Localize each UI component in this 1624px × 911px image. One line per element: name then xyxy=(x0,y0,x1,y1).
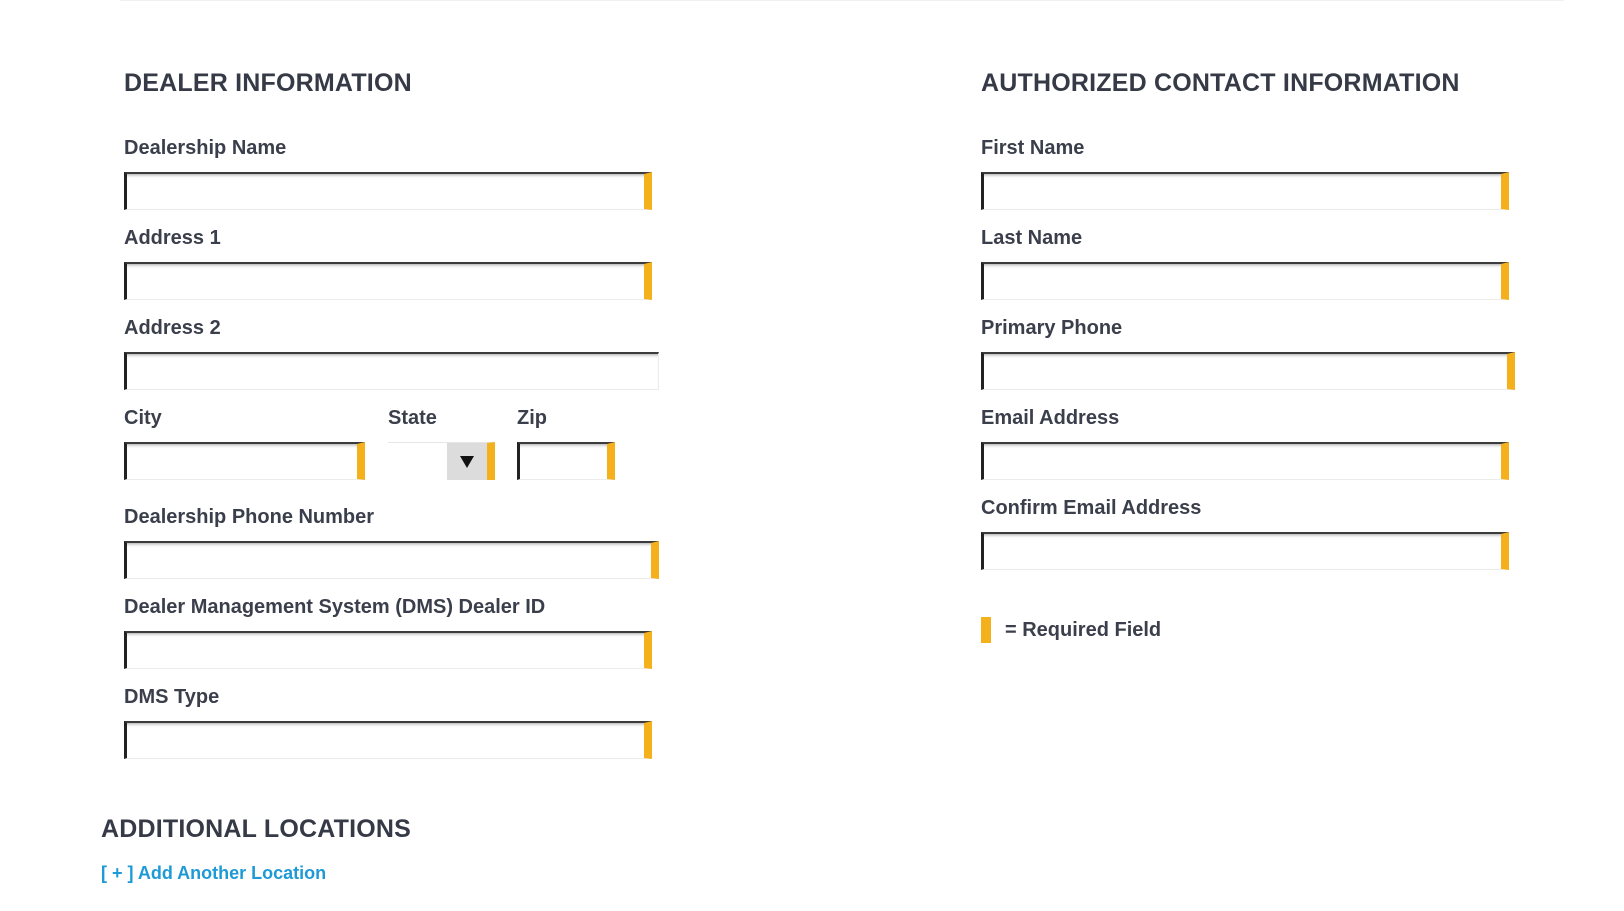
state-select[interactable] xyxy=(388,442,495,480)
email-input[interactable] xyxy=(981,442,1509,480)
state-dropdown-button[interactable] xyxy=(447,443,487,480)
dealership-name-input[interactable] xyxy=(124,172,652,210)
dms-type-input[interactable] xyxy=(124,721,652,759)
last-name-input[interactable] xyxy=(981,262,1509,300)
required-field-legend: = Required Field xyxy=(1005,619,1162,641)
dms-dealer-id-label: Dealer Management System (DMS) Dealer ID xyxy=(124,596,546,618)
address2-label: Address 2 xyxy=(124,317,221,339)
top-divider xyxy=(120,0,1564,1)
confirm-email-input[interactable] xyxy=(981,532,1509,570)
first-name-input[interactable] xyxy=(981,172,1509,210)
required-field-swatch xyxy=(981,617,991,643)
zip-label: Zip xyxy=(517,407,547,429)
dms-type-label: DMS Type xyxy=(124,686,220,708)
city-label: City xyxy=(124,407,162,429)
dealership-phone-input[interactable] xyxy=(124,541,659,579)
dealership-phone-label: Dealership Phone Number xyxy=(124,506,375,528)
address1-input[interactable] xyxy=(124,262,652,300)
first-name-label: First Name xyxy=(981,137,1085,159)
confirm-email-label: Confirm Email Address xyxy=(981,497,1202,519)
authorized-contact-title: AUTHORIZED CONTACT INFORMATION xyxy=(981,69,1460,97)
email-label: Email Address xyxy=(981,407,1120,429)
additional-locations-title: ADDITIONAL LOCATIONS xyxy=(101,815,412,843)
primary-phone-input[interactable] xyxy=(981,352,1515,390)
dealership-name-label: Dealership Name xyxy=(124,137,287,159)
address1-label: Address 1 xyxy=(124,227,221,249)
state-label: State xyxy=(388,407,437,429)
address2-input[interactable] xyxy=(124,352,659,390)
triangle-down-icon xyxy=(460,456,474,468)
add-another-location-link[interactable]: [ + ] Add Another Location xyxy=(101,863,327,883)
dealer-information-title: DEALER INFORMATION xyxy=(124,69,412,97)
last-name-label: Last Name xyxy=(981,227,1083,249)
city-input[interactable] xyxy=(124,442,365,480)
dms-dealer-id-input[interactable] xyxy=(124,631,652,669)
zip-input[interactable] xyxy=(517,442,615,480)
primary-phone-label: Primary Phone xyxy=(981,317,1123,339)
